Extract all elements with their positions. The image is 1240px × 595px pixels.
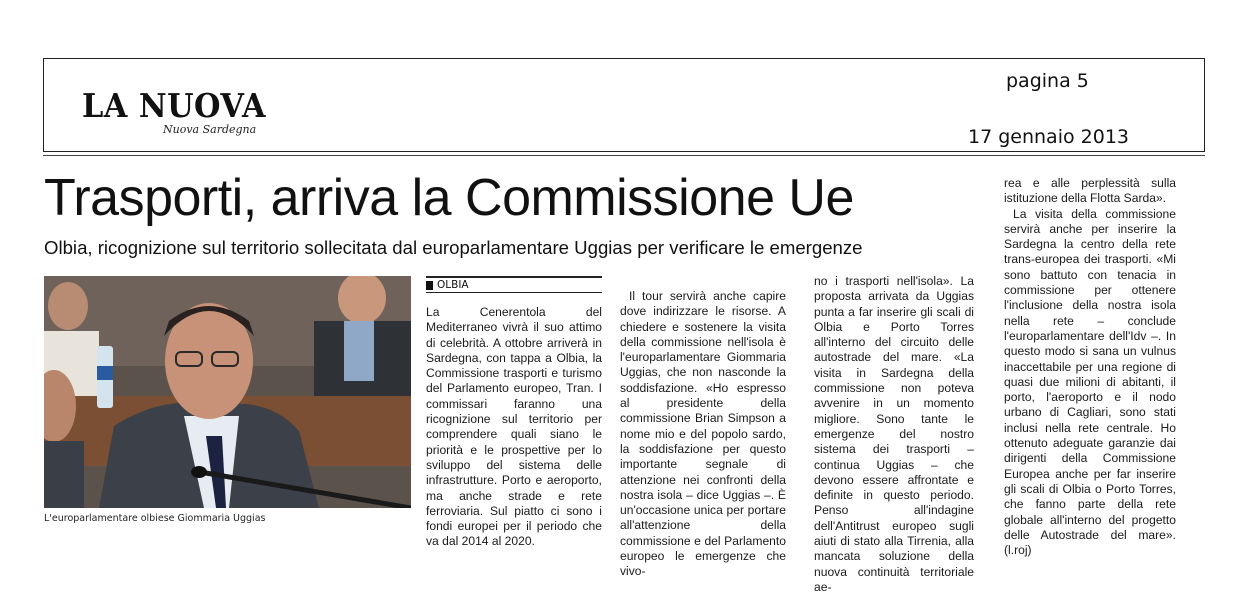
column-paragraph: rea e alle perplessità sulla istituzione della Flotta Sarda». (1004, 176, 1176, 206)
column-paragraph: La Cenerentola del Mediterraneo vivrà il suo attimo di celebrità. A ottobre arriverà in Sardegna, con tappa a Olbia, la Commissione trasporti e turismo del Parlamento europeo, Tran. I commissari faranno una ricognizione sul territorio per comprendere quali siano le priorità e le prospettive per lo sviluppo del sistema delle infrastrutture. Porto e aeroporto, ma anche strade e rete ferroviaria. Sul piatto ci sono i fondi europei per il periodo che va dal 2014 al 2020. (426, 305, 602, 549)
photo-caption: L'europarlamentare olbiese Giommaria Uggias (44, 513, 266, 524)
kicker-bottom-rule (426, 292, 602, 293)
article-column-2 (620, 289, 786, 580)
kicker-label: OLBIA (437, 279, 469, 291)
page-number: pagina 5 (1006, 70, 1089, 92)
column-paragraph: Il tour servirà anche capire dove indirizzare le risorse. A chiedere e sostenere la visita della commissione nell'isola è l'europarlamentare Giommaria Uggias, che non nasconde la soddisfazione. «Ho espresso al presidente della commissione Brian Simpson a nome mio e del popolo sardo, la soddisfazione per questo importante segnale di attenzione nei confronti della nostra isola – dice Uggias –. È un'occasione unica per portare all'attenzione della commissione e del Parlamento europeo le emergenze che vivo- (620, 289, 786, 579)
article-headline: Trasporti, arriva la Commissione Ue (44, 169, 854, 227)
newspaper-logo: LA NUOVA (82, 86, 267, 125)
article-subheadline: Olbia, ricognizione sul territorio sollecitata dal europarlamentare Uggias per verificare le emergenze (44, 237, 863, 258)
publication-date: 17 gennaio 2013 (968, 126, 1129, 148)
kicker-marker-icon (426, 281, 433, 290)
column-paragraph: La visita della commissione servirà anche per inserire la Sardegna la centro della rete trans-europea dei trasporti. «Mi sono battuto con tenacia in commissione per ottenere l'inclusione della nostra isola nella rete – conclude l'europarlamentare dell'Idv –. In questo modo si sana un vulnus inaccettabile per una regione di quasi due milioni di abitanti, il porto, l'aeroporto e il nodo urbano di Cagliari, sono stati inclusi nella rete centrale. Ho ottenuto adeguate garanzie dai dirigenti della Commissione Europea anche per far inserire gli scali di Olbia o Porto Torres, che fanno parte della rete globale all'interno del progetto delle Autostrade del mare». (l.roj) (1004, 206, 1176, 558)
column-paragraph: no i trasporti nell'isola». La proposta arrivata da Uggias punta a far inserire gli scali di Olbia e Porto Torres all'interno del circuito delle autostrade del mare. «La visita in Sardegna della commissione non poteva avvenire in un momento migliore. Sono tante le emergenze del nostro sistema dei trasporti – continua Uggias – che devono essere affrontate e definite in questo periodo. Penso all'indagine dell'Antitrust europeo sugli aiuti di stato alla Tirrenia, alla mancata soluzione della nuova continuità territoriale ae- (814, 274, 974, 594)
article-column-1 (426, 305, 602, 550)
article-column-3 (814, 274, 974, 595)
masthead-rule (43, 155, 1205, 156)
newspaper-logo-subtitle: Nuova Sardegna (163, 123, 257, 136)
kicker-top-rule (426, 276, 602, 278)
article-column-4 (1004, 176, 1176, 558)
photo-illustration (44, 276, 411, 508)
article-photo (44, 276, 411, 508)
section-kicker (426, 279, 469, 291)
